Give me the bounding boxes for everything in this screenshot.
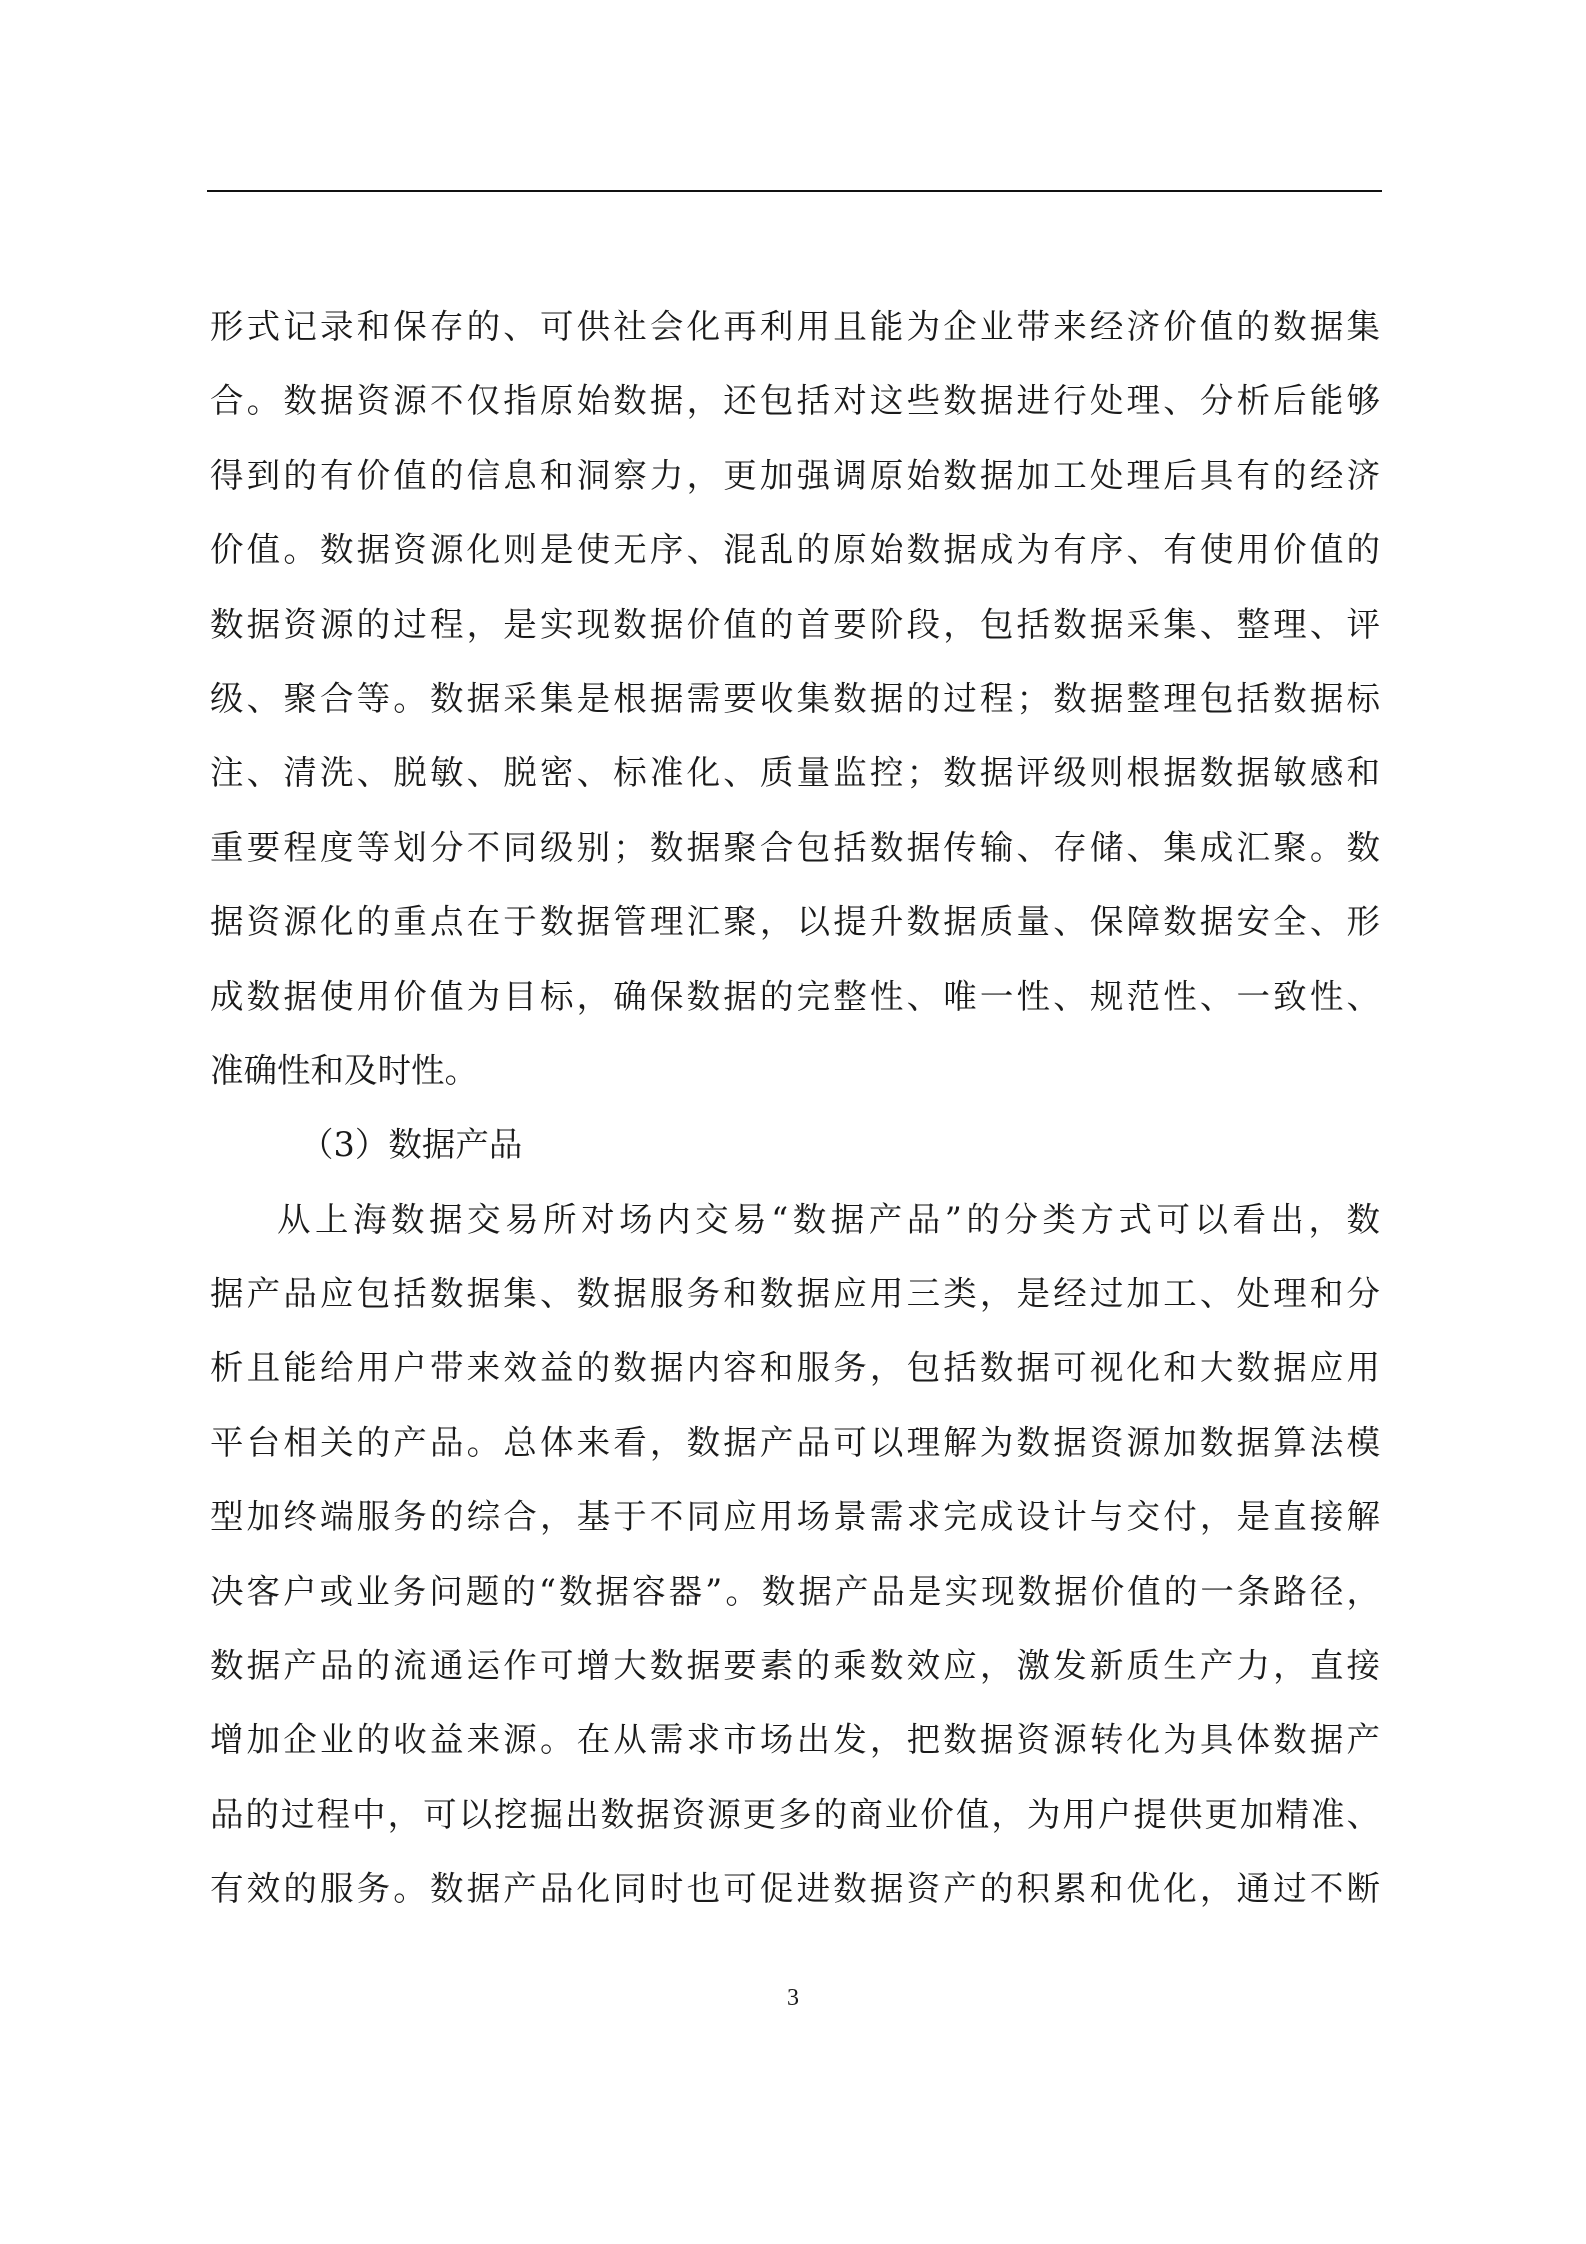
- paragraph-line: 数据资源的过程，是实现数据价值的首要阶段，包括数据采集、整理、评: [210, 604, 1380, 644]
- paragraph-line: 形式记录和保存的、可供社会化再利用且能为企业带来经济价值的数据集: [210, 307, 1380, 346]
- paragraph-line: 准确性和及时性。: [210, 1050, 478, 1090]
- paragraph-line: 增加企业的收益来源。在从需求市场出发，把数据资源转化为具体数据产: [210, 1720, 1380, 1760]
- paragraph-line: 从上海数据交易所对场内交易“数据产品”的分类方式可以看出，数: [277, 1199, 1380, 1239]
- paragraph-line: 注、清洗、脱敏、脱密、标准化、质量监控；数据评级则根据数据敏感和: [210, 753, 1380, 793]
- paragraph-line: 析且能给用户带来效益的数据内容和服务，包括数据可视化和大数据应用: [210, 1348, 1380, 1388]
- paragraph-line: 级、聚合等。数据采集是根据需要收集数据的过程；数据整理包括数据标: [210, 678, 1380, 718]
- paragraph-line: 成数据使用价值为目标，确保数据的完整性、唯一性、规范性、一致性、: [210, 976, 1380, 1016]
- body-text: [210, 290, 1380, 1927]
- section-heading: （3）数据产品: [300, 1125, 523, 1165]
- paragraph-line: 得到的有价值的信息和洞察力，更加强调原始数据加工处理后具有的经济: [210, 455, 1380, 495]
- paragraph-line: 有效的服务。数据产品化同时也可促进数据资产的积累和优化，通过不断: [210, 1869, 1380, 1909]
- paragraph-line: 据产品应包括数据集、数据服务和数据应用三类，是经过加工、处理和分: [210, 1274, 1380, 1314]
- paragraph-line: 决客户或业务问题的“数据容器”。数据产品是实现数据价值的一条路径，: [210, 1571, 1380, 1611]
- paragraph-line: 重要程度等划分不同级别；数据聚合包括数据传输、存储、集成汇聚。数: [210, 827, 1380, 867]
- paragraph-line: 价值。数据资源化则是使无序、混乱的原始数据成为有序、有使用价值的: [210, 530, 1380, 570]
- header-rule: [207, 190, 1382, 192]
- paragraph-line: 平台相关的产品。总体来看，数据产品可以理解为数据资源加数据算法模: [210, 1422, 1380, 1462]
- paragraph-line: 数据产品的流通运作可增大数据要素的乘数效应，激发新质生产力，直接: [210, 1646, 1380, 1686]
- paragraph-line: 品的过程中，可以挖掘出数据资源更多的商业价值，为用户提供更加精准、: [210, 1794, 1380, 1834]
- paragraph-line: 合。数据资源不仅指原始数据，还包括对这些数据进行处理、分析后能够: [210, 381, 1380, 421]
- paragraph-line: 型加终端服务的综合，基于不同应用场景需求完成设计与交付，是直接解: [210, 1497, 1380, 1537]
- page-number: 3: [787, 1985, 799, 2011]
- paragraph-line: 据资源化的重点在于数据管理汇聚，以提升数据质量、保障数据安全、形: [210, 902, 1380, 942]
